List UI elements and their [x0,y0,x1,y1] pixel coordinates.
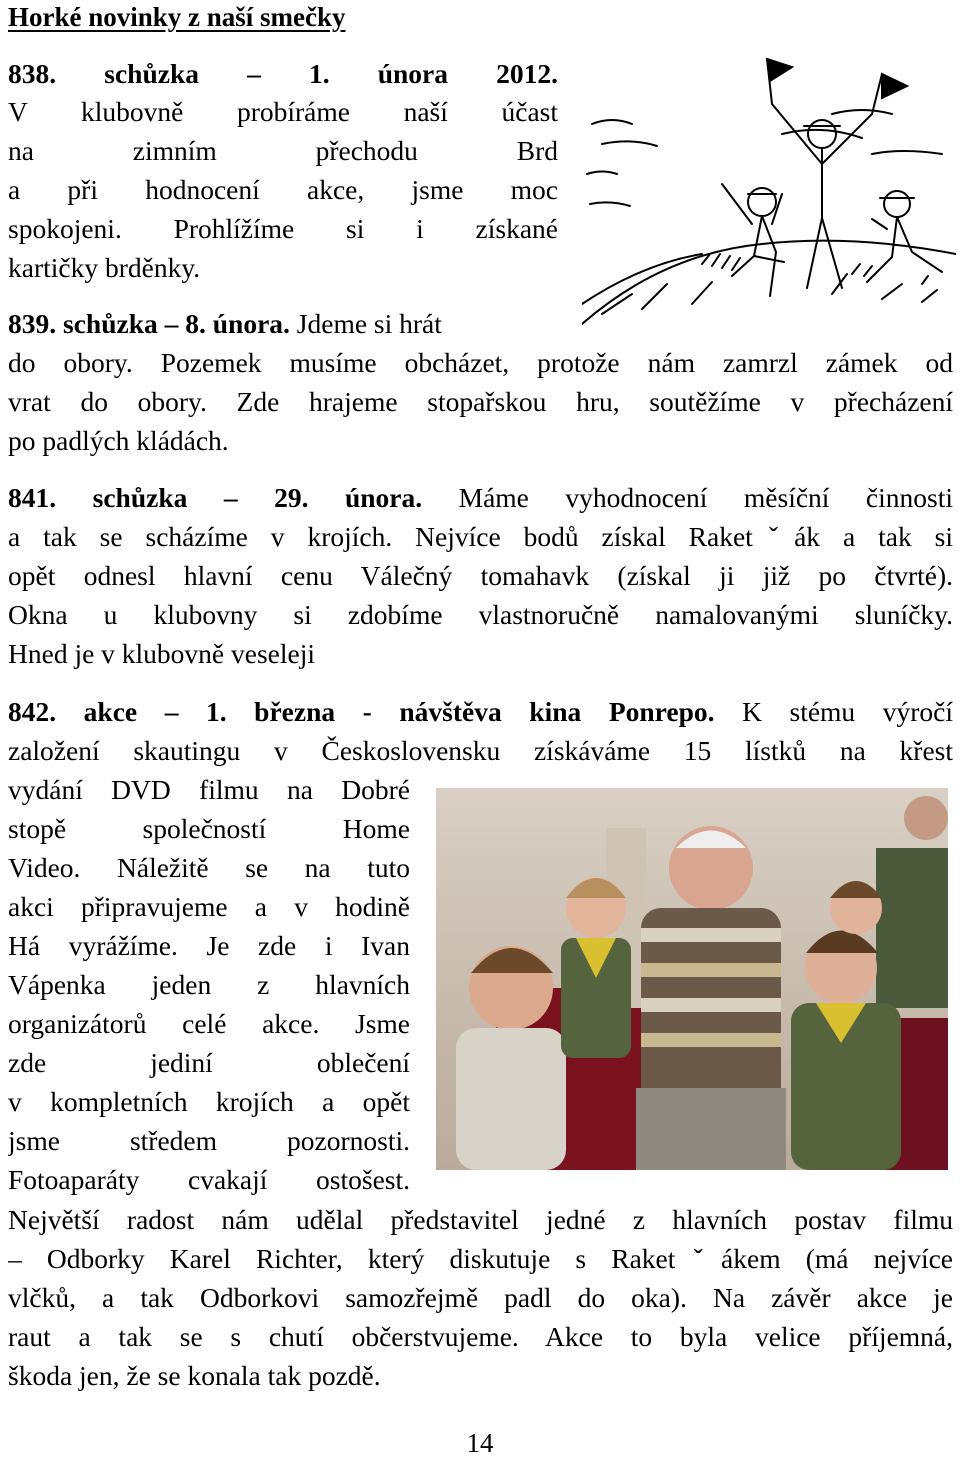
entry-842-line-16: vlčků, a tak Odborkovi samozřejmě padl do oka). Na závěr akce je [8,1282,953,1313]
entry-842-line-15: – Odborky Karel Richter, který diskutuje s Raketˇákem (má nejvíce [8,1243,953,1274]
entry-838-line-2: V klubovně probíráme naší účast [8,96,558,127]
entry-842-line-12: jsme středem pozornosti. [8,1125,410,1156]
entry-841-line-5: Hned je v klubovně veseleji [8,638,315,669]
entry-842-line-11: v kompletních krojích a opět [8,1086,410,1117]
entry-842-line-4: stopě společností Home [8,813,410,844]
entry-842-line-6: akci připravujeme a v hodině [8,891,410,922]
entry-842-line-5: Video. Náležitě se na tuto [8,852,410,883]
entry-842-line-9: organizátorů celé akce. Jsme [8,1008,410,1039]
entry-841-line-4: Okna u klubovny si zdobíme vlastnoručně namalovanými sluníčky. [8,599,953,630]
entry-842-line-8: Vápenka jeden z hlavních [8,969,410,1000]
entry-838-line-5: spokojeni. Prohlížíme si i získané [8,213,558,244]
entry-842-line-17: raut a tak se s chutí občerstvujeme. Akce to byla velice příjemná, [8,1321,953,1352]
entry-842-line-7: Há vyrážíme. Je zde i Ivan [8,930,410,961]
entry-839-line-2: do obory. Pozemek musíme obcházet, protože nám zamrzl zámek od [8,347,953,378]
entry-841-line-1: 841. schůzka – 29. února. Máme vyhodnocení měsíční činnosti [8,482,953,513]
entry-841-line-2: a tak se scházíme v krojích. Nejvíce bodů získal Raketˇák a tak si [8,521,953,552]
entry-838-line-4: a při hodnocení akce, jsme moc [8,174,558,205]
entry-839-line-1: 839. schůzka – 8. února. Jdeme si hrát [8,308,442,339]
entry-841-line-3: opět odnesl hlavní cenu Válečný tomahavk (získal ji již po čtvrté). [8,560,953,591]
entry-838-line-6: kartičky brděnky. [8,252,201,283]
entry-842-line-3: vydání DVD filmu na Dobré [8,774,410,805]
entry-842-line-1: 842. akce – 1. března - návštěva kina Ponrepo. K stému výročí [8,696,953,727]
entry-839-line-4: po padlých kládách. [8,425,229,456]
entry-838-line-1: 838. schůzka – 1. února 2012. [8,58,558,89]
entry-839-line-3: vrat do obory. Zde hrajeme stopařskou hru, soutěžíme v přecházení [8,386,953,417]
entry-842-line-14: Největší radost nám udělal představitel jedné z hlavních postav filmu [8,1204,953,1235]
entry-842-line-10: zde jediní oblečení [8,1047,410,1078]
entry-838-line-3: na zimním přechodu Brd [8,135,558,166]
page-number: 14 [466,1428,494,1458]
entry-842-line-13: Fotoaparáty cvakají ostošest. [8,1164,410,1195]
scout-signalers-illustration [582,54,956,330]
cinema-visit-photo [436,788,948,1170]
page-heading: Horké novinky z naší smečky [8,2,346,32]
entry-842-line-18: škoda jen, že se konala tak pozdě. [8,1360,381,1391]
entry-842-line-2: založení skautingu v Československu získáváme 15 lístků na křest [8,735,953,766]
